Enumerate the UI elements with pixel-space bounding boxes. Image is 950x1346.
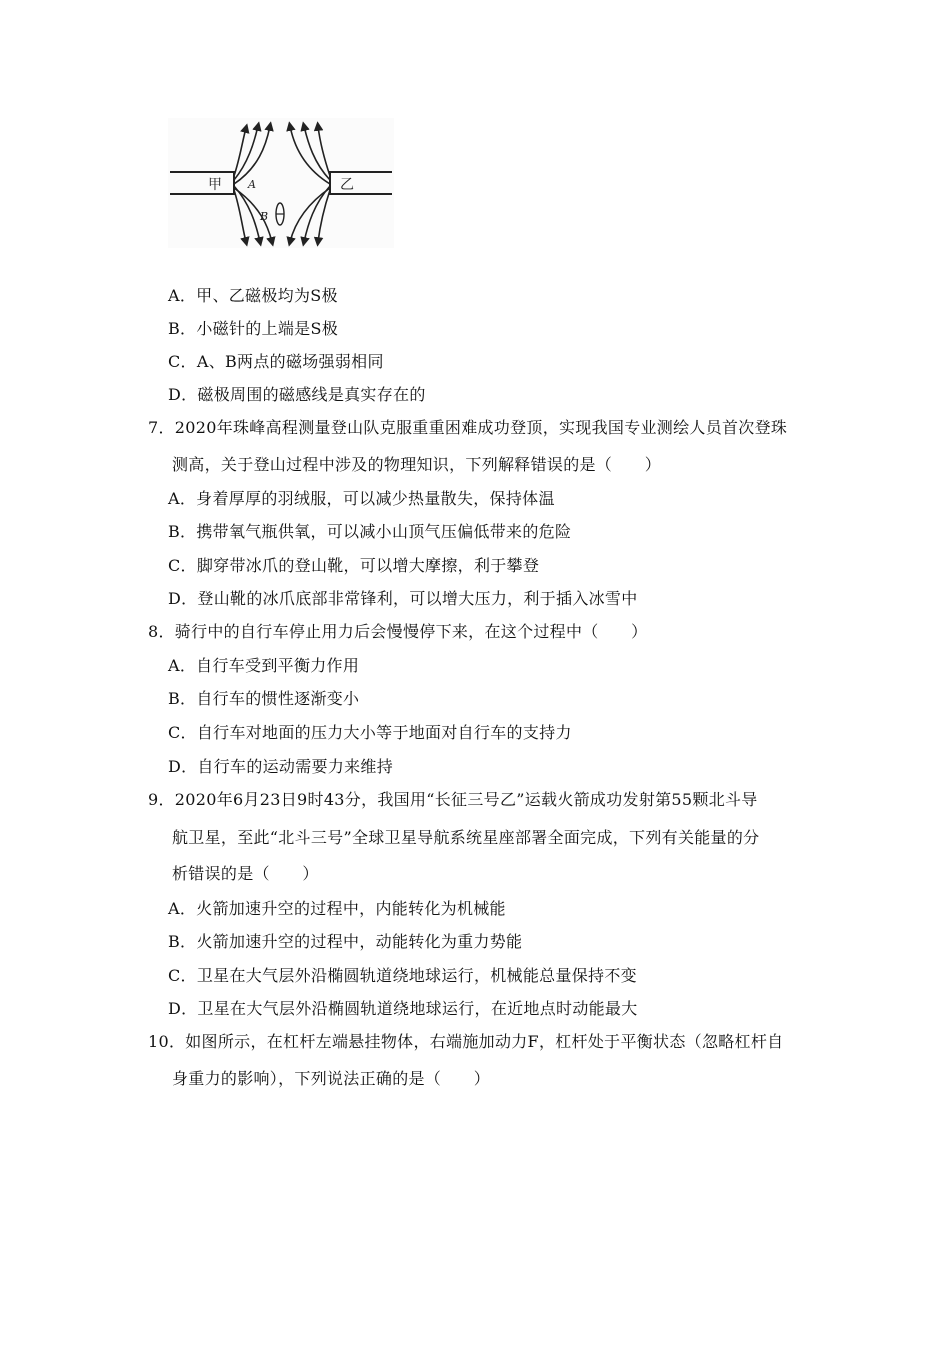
q7-option-c: C．脚穿带冰爪的登山靴，可以增大摩擦，利于攀登 [168,556,540,575]
q8-option-b: B．自行车的惯性逐渐变小 [168,689,360,708]
q8-stem-line-1: 8．骑行中的自行车停止用力后会慢慢停下来，在这个过程中（ ） [148,622,648,641]
q6-option-b: B．小磁针的上端是S极 [168,319,339,338]
q9-option-b: B．火箭加速升空的过程中，动能转化为重力势能 [168,932,523,951]
q9-option-d: D．卫星在大气层外沿椭圆轨道绕地球运行，在近地点时动能最大 [168,999,638,1018]
q7-stem-line-1: 7．2020年珠峰高程测量登山队克服重重困难成功登顶，实现我国专业测绘人员首次登珠 [148,418,788,437]
q9-stem-line-3: 析错误的是（ ） [172,864,319,883]
q8-option-d: D．自行车的运动需要力来维持 [168,757,394,776]
q8-option-a: A．自行车受到平衡力作用 [168,656,360,675]
q9-stem-line-1: 9．2020年6月23日9时43分，我国用“长征三号乙”运载火箭成功发射第55颗北斗导 [148,790,758,809]
q6-option-c: C．A、B两点的磁场强弱相同 [168,352,384,371]
q10-stem-line-1: 10．如图所示，在杠杆左端悬挂物体，右端施加动力F，杠杆处于平衡状态（忽略杠杆自 [148,1032,784,1051]
q7-option-d: D．登山靴的冰爪底部非常锋利，可以增大压力，利于插入冰雪中 [168,589,638,608]
q10-stem-line-2: 身重力的影响），下列说法正确的是（ ） [172,1069,491,1088]
q9-option-a: A．火箭加速升空的过程中，内能转化为机械能 [168,899,506,918]
q8-option-c: C．自行车对地面的压力大小等于地面对自行车的支持力 [168,723,572,742]
magnet-left-label: 甲 [208,177,222,193]
magnet-right-label: 乙 [340,177,354,193]
point-a-label: A [248,178,256,191]
magnet-field-figure [168,118,394,248]
q7-option-a: A．身着厚厚的羽绒服，可以减少热量散失，保持体温 [168,489,555,508]
q6-option-d: D．磁极周围的磁感线是真实存在的 [168,385,426,404]
q9-option-c: C．卫星在大气层外沿椭圆轨道绕地球运行，机械能总量保持不变 [168,966,637,985]
q9-stem-line-2: 航卫星，至此“北斗三号”全球卫星导航系统星座部署全面完成，下列有关能量的分 [172,828,760,847]
q7-option-b: B．携带氧气瓶供氧，可以减小山顶气压偏低带来的危险 [168,522,572,541]
point-b-label: B [260,210,269,223]
q6-option-a: A．甲、乙磁极均为S极 [168,286,338,305]
q7-stem-line-2: 测高，关于登山过程中涉及的物理知识，下列解释错误的是（ ） [172,455,662,474]
